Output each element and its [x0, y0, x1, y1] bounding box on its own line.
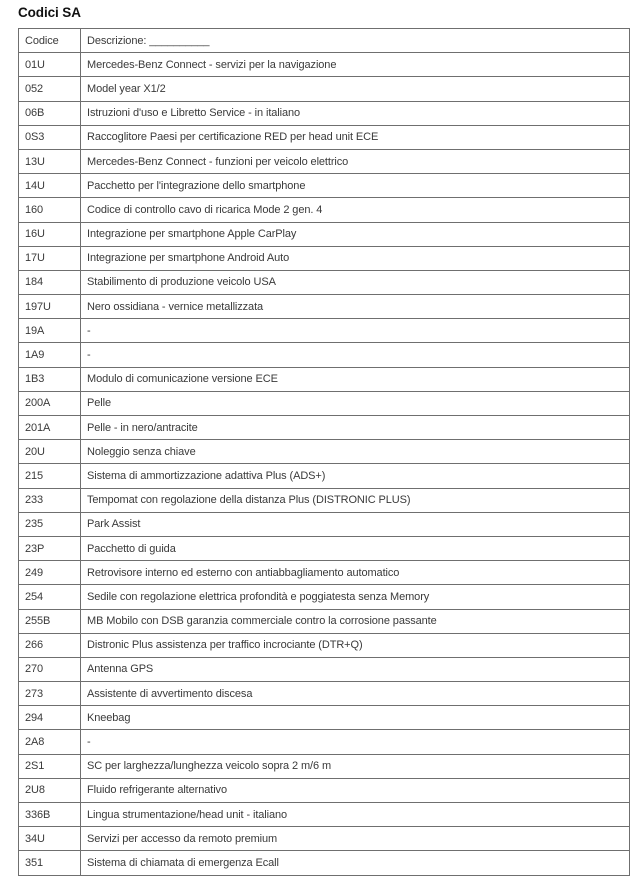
- table-row: [19, 488, 630, 512]
- code-cell: 14U: [19, 174, 81, 198]
- table-header-row: [19, 29, 630, 53]
- table-row: [19, 682, 630, 706]
- table-row: [19, 270, 630, 294]
- table-row: [19, 706, 630, 730]
- code-cell: 270: [19, 657, 81, 681]
- code-cell: 34U: [19, 827, 81, 851]
- description-cell: Codice di controllo cavo di ricarica Mode 2 gen. 4: [81, 198, 630, 222]
- table-row: [19, 416, 630, 440]
- description-cell: Sedile con regolazione elettrica profondità e poggiatesta senza Memory: [81, 585, 630, 609]
- description-cell: Pelle: [81, 391, 630, 415]
- description-cell: Stabilimento di produzione veicolo USA: [81, 270, 630, 294]
- table-row: [19, 246, 630, 270]
- table-body: [19, 53, 630, 875]
- code-cell: 200A: [19, 391, 81, 415]
- table-row: [19, 149, 630, 173]
- table-row: [19, 77, 630, 101]
- description-cell: Sistema di chiamata di emergenza Ecall: [81, 851, 630, 875]
- table-row: [19, 730, 630, 754]
- code-cell: 19A: [19, 319, 81, 343]
- description-cell: Model year X1/2: [81, 77, 630, 101]
- description-cell: Kneebag: [81, 706, 630, 730]
- code-cell: 233: [19, 488, 81, 512]
- table-row: [19, 319, 630, 343]
- code-cell: 273: [19, 682, 81, 706]
- description-cell: Assistente di avvertimento discesa: [81, 682, 630, 706]
- code-cell: 160: [19, 198, 81, 222]
- table-row: [19, 367, 630, 391]
- description-cell: Pelle - in nero/antracite: [81, 416, 630, 440]
- description-cell: Modulo di comunicazione versione ECE: [81, 367, 630, 391]
- description-cell: Lingua strumentazione/head unit - italiano: [81, 803, 630, 827]
- sa-codes-table: [18, 28, 630, 876]
- table-row: [19, 803, 630, 827]
- table-row: [19, 101, 630, 125]
- table-row: [19, 851, 630, 875]
- description-cell: Tempomat con regolazione della distanza Plus (DISTRONIC PLUS): [81, 488, 630, 512]
- code-cell: 06B: [19, 101, 81, 125]
- table-row: [19, 198, 630, 222]
- table-row: [19, 440, 630, 464]
- code-cell: 255B: [19, 609, 81, 633]
- code-cell: 20U: [19, 440, 81, 464]
- table-row: [19, 633, 630, 657]
- code-cell: 1B3: [19, 367, 81, 391]
- code-cell: 16U: [19, 222, 81, 246]
- code-cell: 2A8: [19, 730, 81, 754]
- code-cell: 351: [19, 851, 81, 875]
- description-cell: -: [81, 319, 630, 343]
- description-cell: MB Mobilo con DSB garanzia commerciale contro la corrosione passante: [81, 609, 630, 633]
- code-cell: 249: [19, 561, 81, 585]
- description-cell: Park Assist: [81, 512, 630, 536]
- table-row: [19, 827, 630, 851]
- table-row: [19, 295, 630, 319]
- description-cell: Istruzioni d'uso e Libretto Service - in italiano: [81, 101, 630, 125]
- table-row: [19, 585, 630, 609]
- code-cell: 1A9: [19, 343, 81, 367]
- column-header-code: Codice: [19, 29, 81, 53]
- code-cell: 215: [19, 464, 81, 488]
- description-cell: -: [81, 343, 630, 367]
- description-cell: Mercedes-Benz Connect - servizi per la navigazione: [81, 53, 630, 77]
- code-cell: 0S3: [19, 125, 81, 149]
- description-cell: Fluido refrigerante alternativo: [81, 778, 630, 802]
- table-row: [19, 561, 630, 585]
- description-cell: Integrazione per smartphone Android Auto: [81, 246, 630, 270]
- description-cell: Noleggio senza chiave: [81, 440, 630, 464]
- description-cell: Sistema di ammortizzazione adattiva Plus (ADS+): [81, 464, 630, 488]
- description-cell: SC per larghezza/lunghezza veicolo sopra 2 m/6 m: [81, 754, 630, 778]
- code-cell: 294: [19, 706, 81, 730]
- code-cell: 052: [19, 77, 81, 101]
- code-cell: 197U: [19, 295, 81, 319]
- description-cell: Nero ossidiana - vernice metallizzata: [81, 295, 630, 319]
- table-row: [19, 222, 630, 246]
- table-row: [19, 391, 630, 415]
- description-cell: -: [81, 730, 630, 754]
- code-cell: 01U: [19, 53, 81, 77]
- code-cell: 201A: [19, 416, 81, 440]
- code-cell: 13U: [19, 149, 81, 173]
- description-cell: Pacchetto per l'integrazione dello smartphone: [81, 174, 630, 198]
- page-title: Codici SA: [18, 5, 81, 20]
- description-cell: Retrovisore interno ed esterno con antiabbagliamento automatico: [81, 561, 630, 585]
- code-cell: 2U8: [19, 778, 81, 802]
- table-row: [19, 53, 630, 77]
- code-cell: 17U: [19, 246, 81, 270]
- description-cell: Mercedes-Benz Connect - funzioni per veicolo elettrico: [81, 149, 630, 173]
- code-cell: 336B: [19, 803, 81, 827]
- table-row: [19, 464, 630, 488]
- table-row: [19, 609, 630, 633]
- table-row: [19, 343, 630, 367]
- table-row: [19, 778, 630, 802]
- table-row: [19, 536, 630, 560]
- table-row: [19, 657, 630, 681]
- code-cell: 266: [19, 633, 81, 657]
- description-cell: Raccoglitore Paesi per certificazione RED per head unit ECE: [81, 125, 630, 149]
- description-cell: Integrazione per smartphone Apple CarPlay: [81, 222, 630, 246]
- description-cell: Servizi per accesso da remoto premium: [81, 827, 630, 851]
- column-header-description: Descrizione: __________: [81, 29, 630, 53]
- description-cell: Distronic Plus assistenza per traffico incrociante (DTR+Q): [81, 633, 630, 657]
- code-cell: 184: [19, 270, 81, 294]
- code-cell: 23P: [19, 536, 81, 560]
- code-cell: 2S1: [19, 754, 81, 778]
- code-cell: 254: [19, 585, 81, 609]
- code-cell: 235: [19, 512, 81, 536]
- table-row: [19, 125, 630, 149]
- table-row: [19, 174, 630, 198]
- description-cell: Antenna GPS: [81, 657, 630, 681]
- description-cell: Pacchetto di guida: [81, 536, 630, 560]
- table-row: [19, 754, 630, 778]
- table-row: [19, 512, 630, 536]
